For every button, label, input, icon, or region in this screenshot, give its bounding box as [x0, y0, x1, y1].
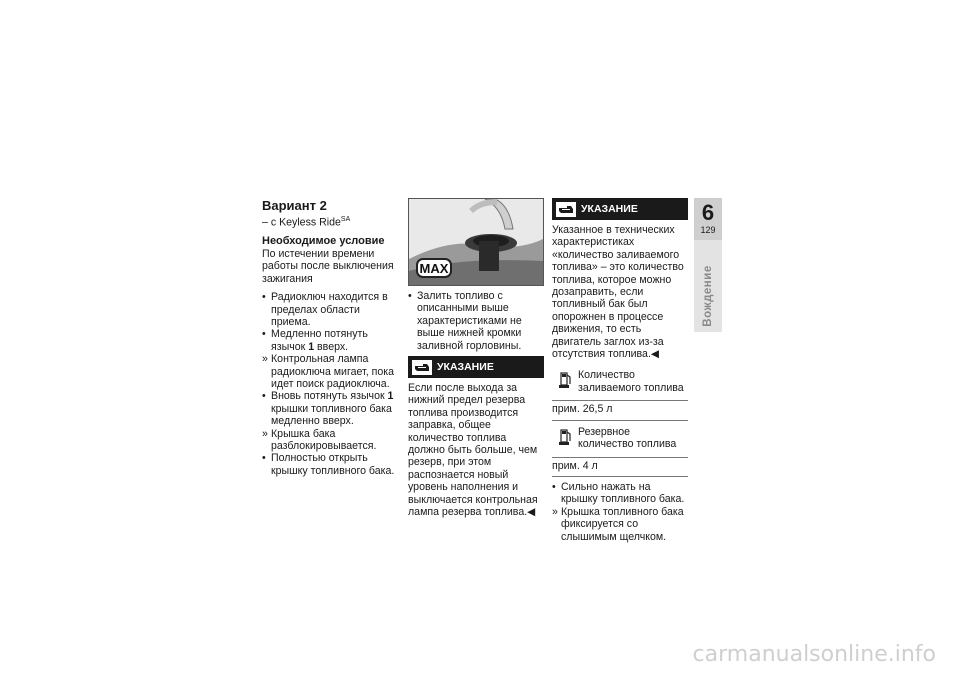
note-text: Если после выхода за нижний предел резерва топлива производится заправка, общее количество топлива должно быть больше, чем резерв, при этом распознается новый уровень наполнения и выключается контрольная лампа резерва топлива.◀ [408, 382, 538, 519]
spec-reserve [552, 423, 688, 477]
chapter-box [694, 198, 722, 240]
precondition-heading: Необходимое условие [262, 234, 385, 247]
note-header: УКАЗАНИЕ [408, 356, 544, 378]
watermark: carmanualsonline.info [692, 642, 936, 667]
ref-number: 1 [387, 390, 394, 403]
chapter-number: 6 [701, 200, 715, 225]
fuel-pump-icon [558, 427, 572, 450]
step-item: • Залить топливо с описанными выше характеристиками не выше нижней кромки заливной горловины. [408, 290, 522, 352]
end-mark: ◀ [650, 348, 660, 361]
result-item: » Крышка бака разблокировывается. [262, 427, 377, 453]
spec-fill-capacity [552, 366, 688, 420]
close-list [552, 481, 688, 543]
step-item: • Радиоключ находится в пределах области приема. [262, 291, 388, 328]
section-title: Вождение [702, 265, 714, 327]
fuel-filler-illustration [409, 199, 543, 285]
sa-superscript: SA [340, 216, 351, 223]
variant-title: Вариант 2 [262, 198, 327, 213]
fill-list [408, 290, 544, 352]
spec-label: Резервное количество топлива [578, 425, 677, 451]
step-item: • Полностью открыть крышку топливного бака. [262, 452, 395, 477]
variant-subtitle: – с Keyless Ride$^{SA}$ [262, 216, 351, 229]
max-label: MAX [419, 261, 449, 276]
step-item: • Сильно нажать на крышку топливного бака. [552, 480, 685, 506]
hand-pointer-icon [412, 360, 432, 375]
result-item: » Контрольная лампа радиоключа мигает, пока идет поиск радиоключа. [262, 353, 394, 390]
chapter-tab [694, 198, 722, 332]
hand-pointer-icon [556, 202, 576, 217]
note-header: УКАЗАНИЕ [552, 198, 688, 220]
column-right [552, 198, 688, 543]
spec-value: прим. 4 л [552, 457, 688, 476]
spec-label: Количество заливаемого топлива [578, 369, 684, 394]
fuel-pump-icon [558, 370, 572, 393]
page-number: 129 [700, 225, 716, 235]
precondition-text: По истечении времени работы после выключения зажигания [262, 247, 394, 285]
end-mark: ◀ [527, 506, 536, 519]
fuel-filler-photo [408, 198, 544, 286]
ref-number: 1 [308, 340, 315, 353]
step-item: • Медленно потянуть язычок 1 вверх. [262, 328, 368, 353]
column-left [262, 198, 396, 477]
step-list [262, 291, 396, 477]
result-item: » Крышка топливного бака фиксируется со слышимым щелчком. [552, 505, 684, 543]
column-middle [408, 198, 544, 519]
step-item: • Вновь потянуть язычок 1 крышки топливного бака медленно вверх. [262, 390, 394, 428]
spec-value: прим. 26,5 л [552, 400, 688, 419]
note-text: Указанное в технических характеристиках «количество заливаемого топлива» – это количество топлива, которое можно дозаправить, если топливный бак был опорожнен в процессе движения, то есть двигатель заглох из-за отсутствия топлива.◀ [552, 224, 684, 361]
